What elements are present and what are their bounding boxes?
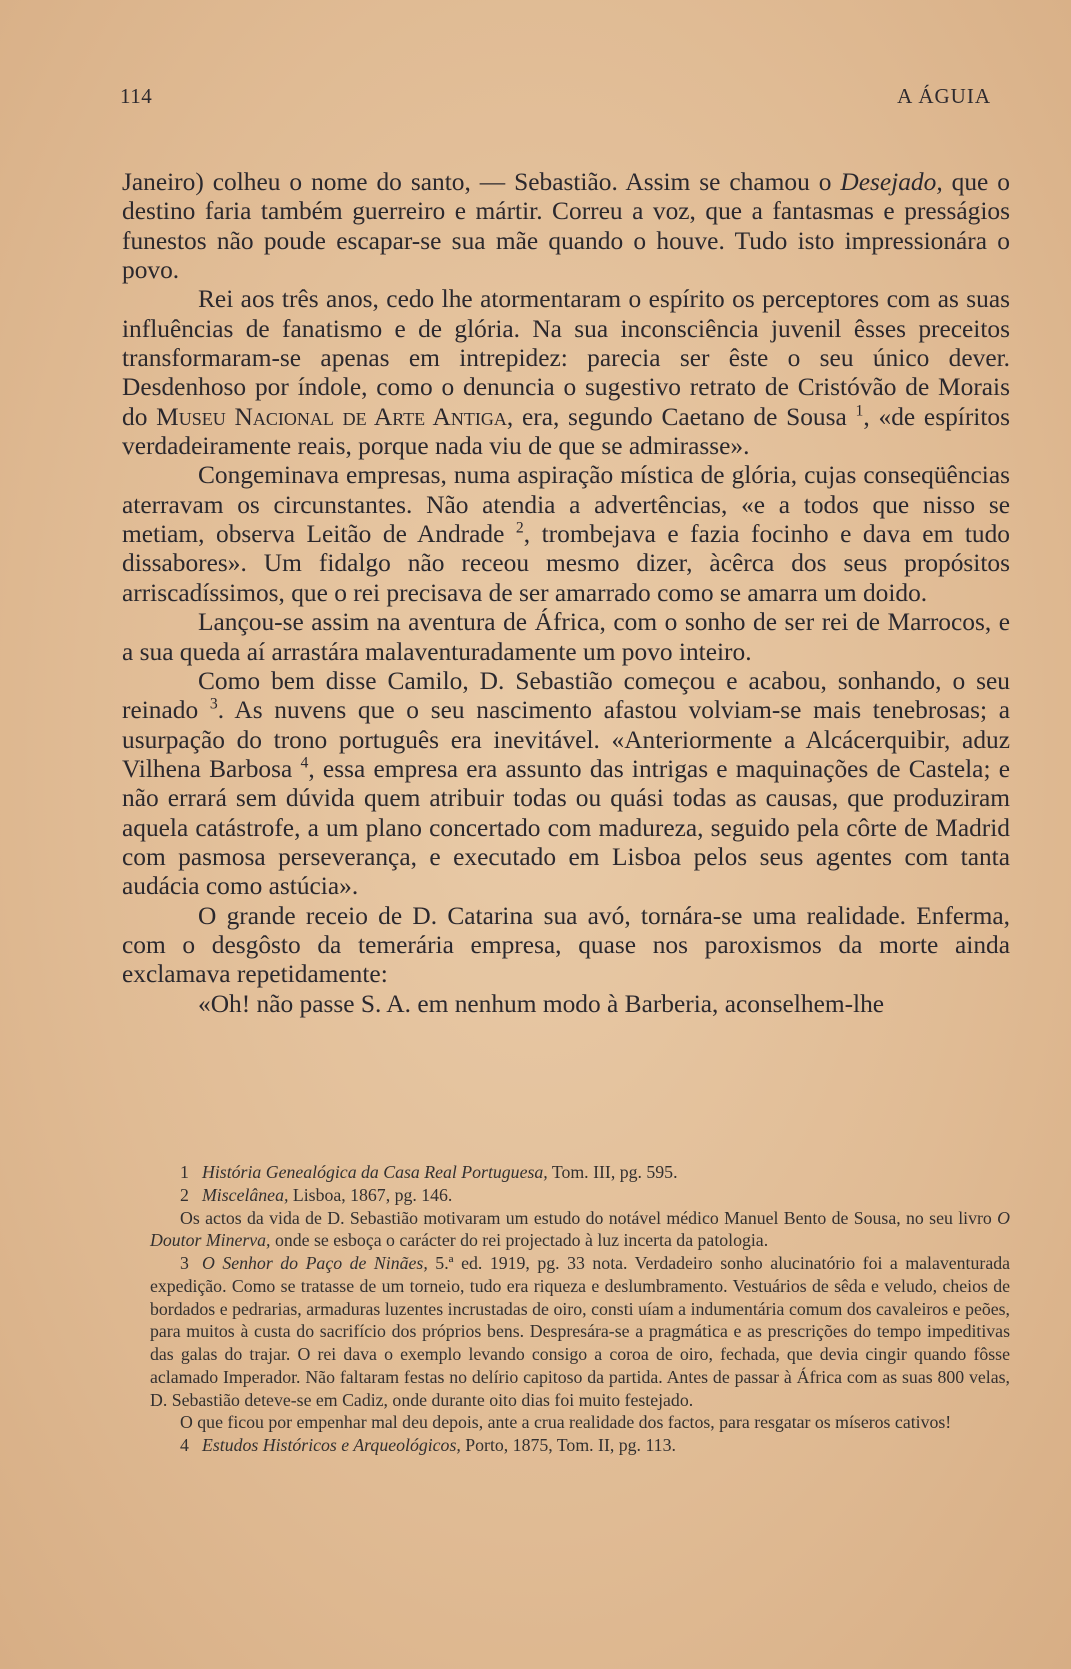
main-text: [122, 168, 1010, 1019]
text-run: Como bem disse Camilo, D. Sebastião começou e acabou, sonhando, o seu reinado: [122, 666, 1010, 725]
text-run: . As nuvens que o seu nascimento afastou volviam-se mais tenebrosas; a usurpação do trono português era inevitável. «Anteriormente a Alcácerquibir, aduz Vilhena Barbosa: [122, 696, 1010, 783]
text-run: Porto, 1875, Tom. II, pg. 113.: [460, 1435, 676, 1455]
text-run: Lançou-se assim na aventura de África, com o sonho de ser rei de Marrocos, e a sua queda aí arrastára malaventuradamente um povo inteiro.: [122, 608, 1010, 666]
italic-text: História Genealógica da Casa Real Portuguesa,: [202, 1162, 548, 1182]
footnote-number: 1: [180, 1162, 189, 1182]
text-run: Rei aos três anos, cedo lhe atormentaram o espírito os perceptores com as suas influências de fanatismo e de glória. Na sua inconsciência juvenil êsses preceitos transformaram-se apenas em intrepidez: parecia ser êste o seu único dever. Desdenhoso por índole, como o denuncia o sugestivo retrato de Cristóvão de Morais do: [122, 285, 1010, 431]
footnote: [150, 1161, 1010, 1184]
text-run: O que ficou por empenhar mal deu depois, ante a crua realidade dos factos, para resgatar os míseros cativos!: [180, 1412, 952, 1433]
italic-text: Desejado,: [840, 168, 943, 196]
italic-text: O Doutor Minerva,: [150, 1207, 1010, 1251]
italic-text: Miscelânea,: [202, 1184, 289, 1205]
footnote: [150, 1207, 1010, 1253]
text-run: onde se esboça o carácter do rei projectado à luz incerta da patologia.: [270, 1230, 769, 1251]
footnote: [150, 1252, 1010, 1411]
paragraph: [122, 461, 1010, 608]
text-run: Tom. III, pg. 595.: [547, 1162, 678, 1182]
italic-text: O Senhor do Paço de Ninães,: [202, 1253, 428, 1273]
text-run: Os actos da vida de D. Sebastião motivaram um estudo do notável médico Manuel Bento de Sousa, no seu livro: [180, 1207, 998, 1228]
page-number: 114: [120, 84, 153, 108]
paragraph: [122, 667, 1010, 902]
text-run: que o destino faria também guerreiro e mártir. Correu a voz, que a fantasmas e presságios funestos não poude escapar-se sua mãe quando o houve. Tudo isto impressionára o povo.: [122, 168, 1010, 285]
footnote: [150, 1184, 1010, 1207]
paragraph: [122, 608, 1010, 667]
footnote: [150, 1411, 1010, 1434]
text-run: «Oh! não passe S. A. em nenhum modo à Barberia, aconselhem-lhe: [198, 989, 885, 1018]
text-run: , era, segundo Caetano de Sousa: [506, 402, 856, 431]
text-run: Janeiro) colheu o nome do santo, — Sebastião. Assim se chamou o: [122, 168, 841, 196]
text-run: 5.ª ed. 1919, pg. 33 nota. Verdadeiro sonho alucinatório foi a malaventurada expedição. Como se tratasse de um torneio, tudo era riqueza e deslumbramento. Vestuários de sêda e veludo, cheios de bordados e pedrarias, armaduras luzentes incrustadas de oiro, consti uíam a indumentária comum dos cavaleiros e peões, para muitos à custa do sacrifício dos próprios bens. Despresára-se a pragmática e as prescrições do tempo impeditivas das galas do trajar. O rei dava o exemplo levando consigo a coroa de oiro, fechada, que devia cingir quando fôsse aclamado Imperador. Não faltaram festas no delírio capitoso da partida. Antes de passar à África com as suas 800 velas, D. Sebastião deteve-se em Cadiz, onde durante oito dias foi muito festejado.: [150, 1253, 1010, 1410]
running-header: [120, 84, 991, 114]
footnote-number: 3: [180, 1253, 189, 1273]
text-run: , «de espíritos verdadeiramente reais, porque nada viu de que se admirasse».: [122, 402, 1010, 461]
footnotes: [150, 1161, 1010, 1457]
paragraph: [122, 168, 1010, 285]
footnote-ref: 2: [515, 519, 524, 537]
paragraph: [122, 285, 1010, 461]
paragraph: [122, 990, 1010, 1019]
footnote-number: 4: [180, 1435, 189, 1455]
italic-text: Estudos Históricos e Arqueológicos,: [202, 1435, 461, 1455]
text-run: , essa empresa era assunto das intrigas e maquinações de Castela; e não errará sem dúvida quem atribuir todas ou quási todas as causas, que produziram aquela catástrofe, a um plano concertado com madureza, seguido pela côrte de Madrid com pasmosa perseverança, e executado em Lisboa pelos seus agentes com tanta audácia como astúcia».: [122, 754, 1010, 901]
footnote-number: 2: [180, 1184, 189, 1205]
text-run: Lisboa, 1867, pg. 146.: [288, 1184, 453, 1205]
text-run: O grande receio de D. Catarina sua avó, tornára-se uma realidade. Enferma, com o desgôsto da temerária empresa, quase nos paroxismos da morte ainda exclamava repetidamente:: [122, 901, 1010, 989]
footnote-ref: 1: [855, 402, 864, 420]
footnote-ref: 4: [300, 754, 309, 772]
running-title: A ÁGUIA: [897, 84, 991, 108]
small-caps-text: Museu Nacional de Arte Antiga: [156, 402, 507, 431]
footnote: [150, 1434, 1010, 1457]
paragraph: [122, 902, 1010, 990]
text-run: , trombejava e fazia focinho e dava em tudo dissabores». Um fidalgo não receou mesmo dizer, àcêrca dos seus propósitos arriscadíssimos, que o rei precisava de ser amarrado como se amarra um doido.: [122, 520, 1010, 607]
footnote-ref: 3: [209, 695, 218, 713]
text-run: Congeminava empresas, numa aspiração mística de glória, cujas conseqüências aterravam os circunstantes. Não atendia a advertências, «e a todos que nisso se metiam, observa Leitão de Andrade: [122, 461, 1010, 549]
